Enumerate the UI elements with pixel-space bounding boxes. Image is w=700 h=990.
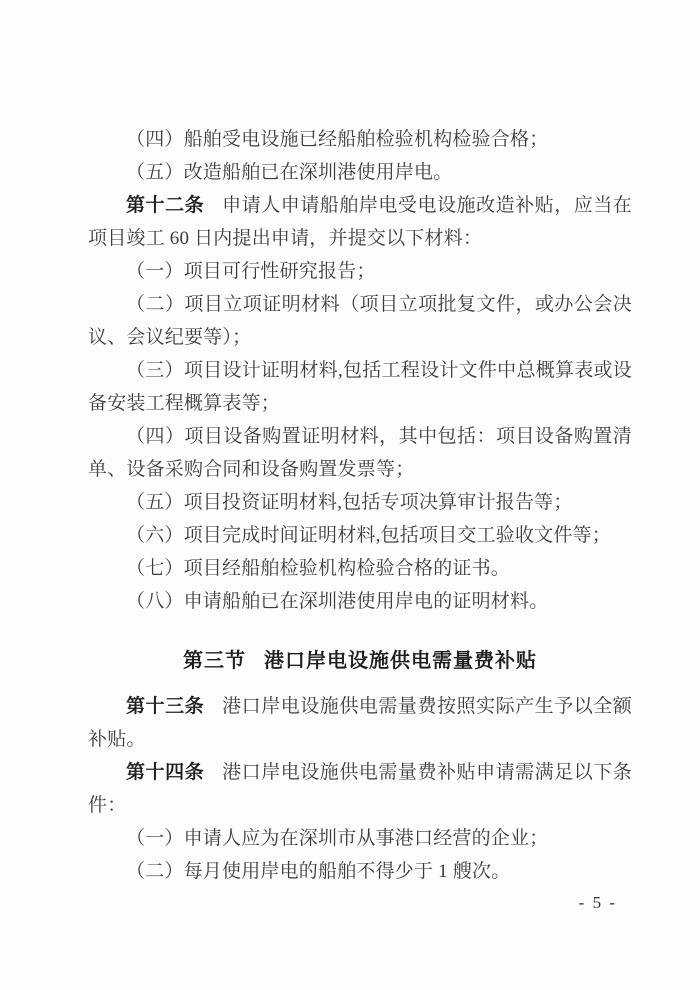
- clause-paragraph: （四）船舶受电设施已经船舶检验机构检验合格；: [126, 129, 549, 150]
- article-text: 申请人申请船舶岸电受电设施改造补贴，应当在项目竣工 60 日内提出申请，并提交以下材料：: [88, 195, 632, 249]
- section-title: 港口岸电设施供电需量费补贴: [264, 650, 537, 672]
- clause-paragraph: （五）项目投资证明材料,包括专项决算审计报告等；: [126, 492, 573, 513]
- page-number: - 5 -: [578, 893, 617, 912]
- clause-paragraph: （四）项目设备购置证明材料，其中包括：项目设备购置清单、设备采购合同和设备购置发票等；: [88, 426, 632, 480]
- article-number-label: 第十四条: [126, 762, 205, 783]
- article-paragraph: [88, 189, 632, 255]
- article-number-label: 第十二条: [126, 195, 205, 216]
- clause-paragraph: （五）改造船舶已在深圳港使用岸电。: [126, 162, 453, 183]
- page-content: [88, 123, 632, 888]
- section-number-label: 第三节: [183, 650, 246, 672]
- section-heading: [88, 645, 632, 678]
- clause-paragraph: （二）每月使用岸电的船舶不得少于 1 艘次。: [126, 861, 511, 882]
- article-number-label: 第十三条: [126, 696, 205, 717]
- clause-paragraph: （七）项目经船舶检验机构检验合格的证书。: [126, 558, 511, 579]
- clause-paragraph: （三）项目设计证明材料,包括工程设计文件中总概算表或设备安装工程概算表等；: [88, 360, 632, 414]
- article-text: 港口岸电设施供电需量费按照实际产生予以全额补贴。: [88, 696, 632, 750]
- clause-paragraph: （一）申请人应为在深圳市从事港口经营的企业；: [126, 828, 549, 849]
- clause-paragraph: （六）项目完成时间证明材料,包括项目交工验收文件等；: [126, 525, 611, 546]
- article-paragraph: [88, 690, 632, 756]
- article-paragraph: [88, 756, 632, 822]
- clause-paragraph: （二）项目立项证明材料（项目立项批复文件，或办公会决议、会议纪要等）；: [88, 294, 632, 348]
- article-text: 港口岸电设施供电需量费补贴申请需满足以下条件：: [88, 762, 632, 816]
- clause-paragraph: （一）项目可行性研究报告；: [126, 261, 376, 282]
- clause-paragraph: （八）申请船舶已在深圳港使用岸电的证明材料。: [126, 591, 549, 612]
